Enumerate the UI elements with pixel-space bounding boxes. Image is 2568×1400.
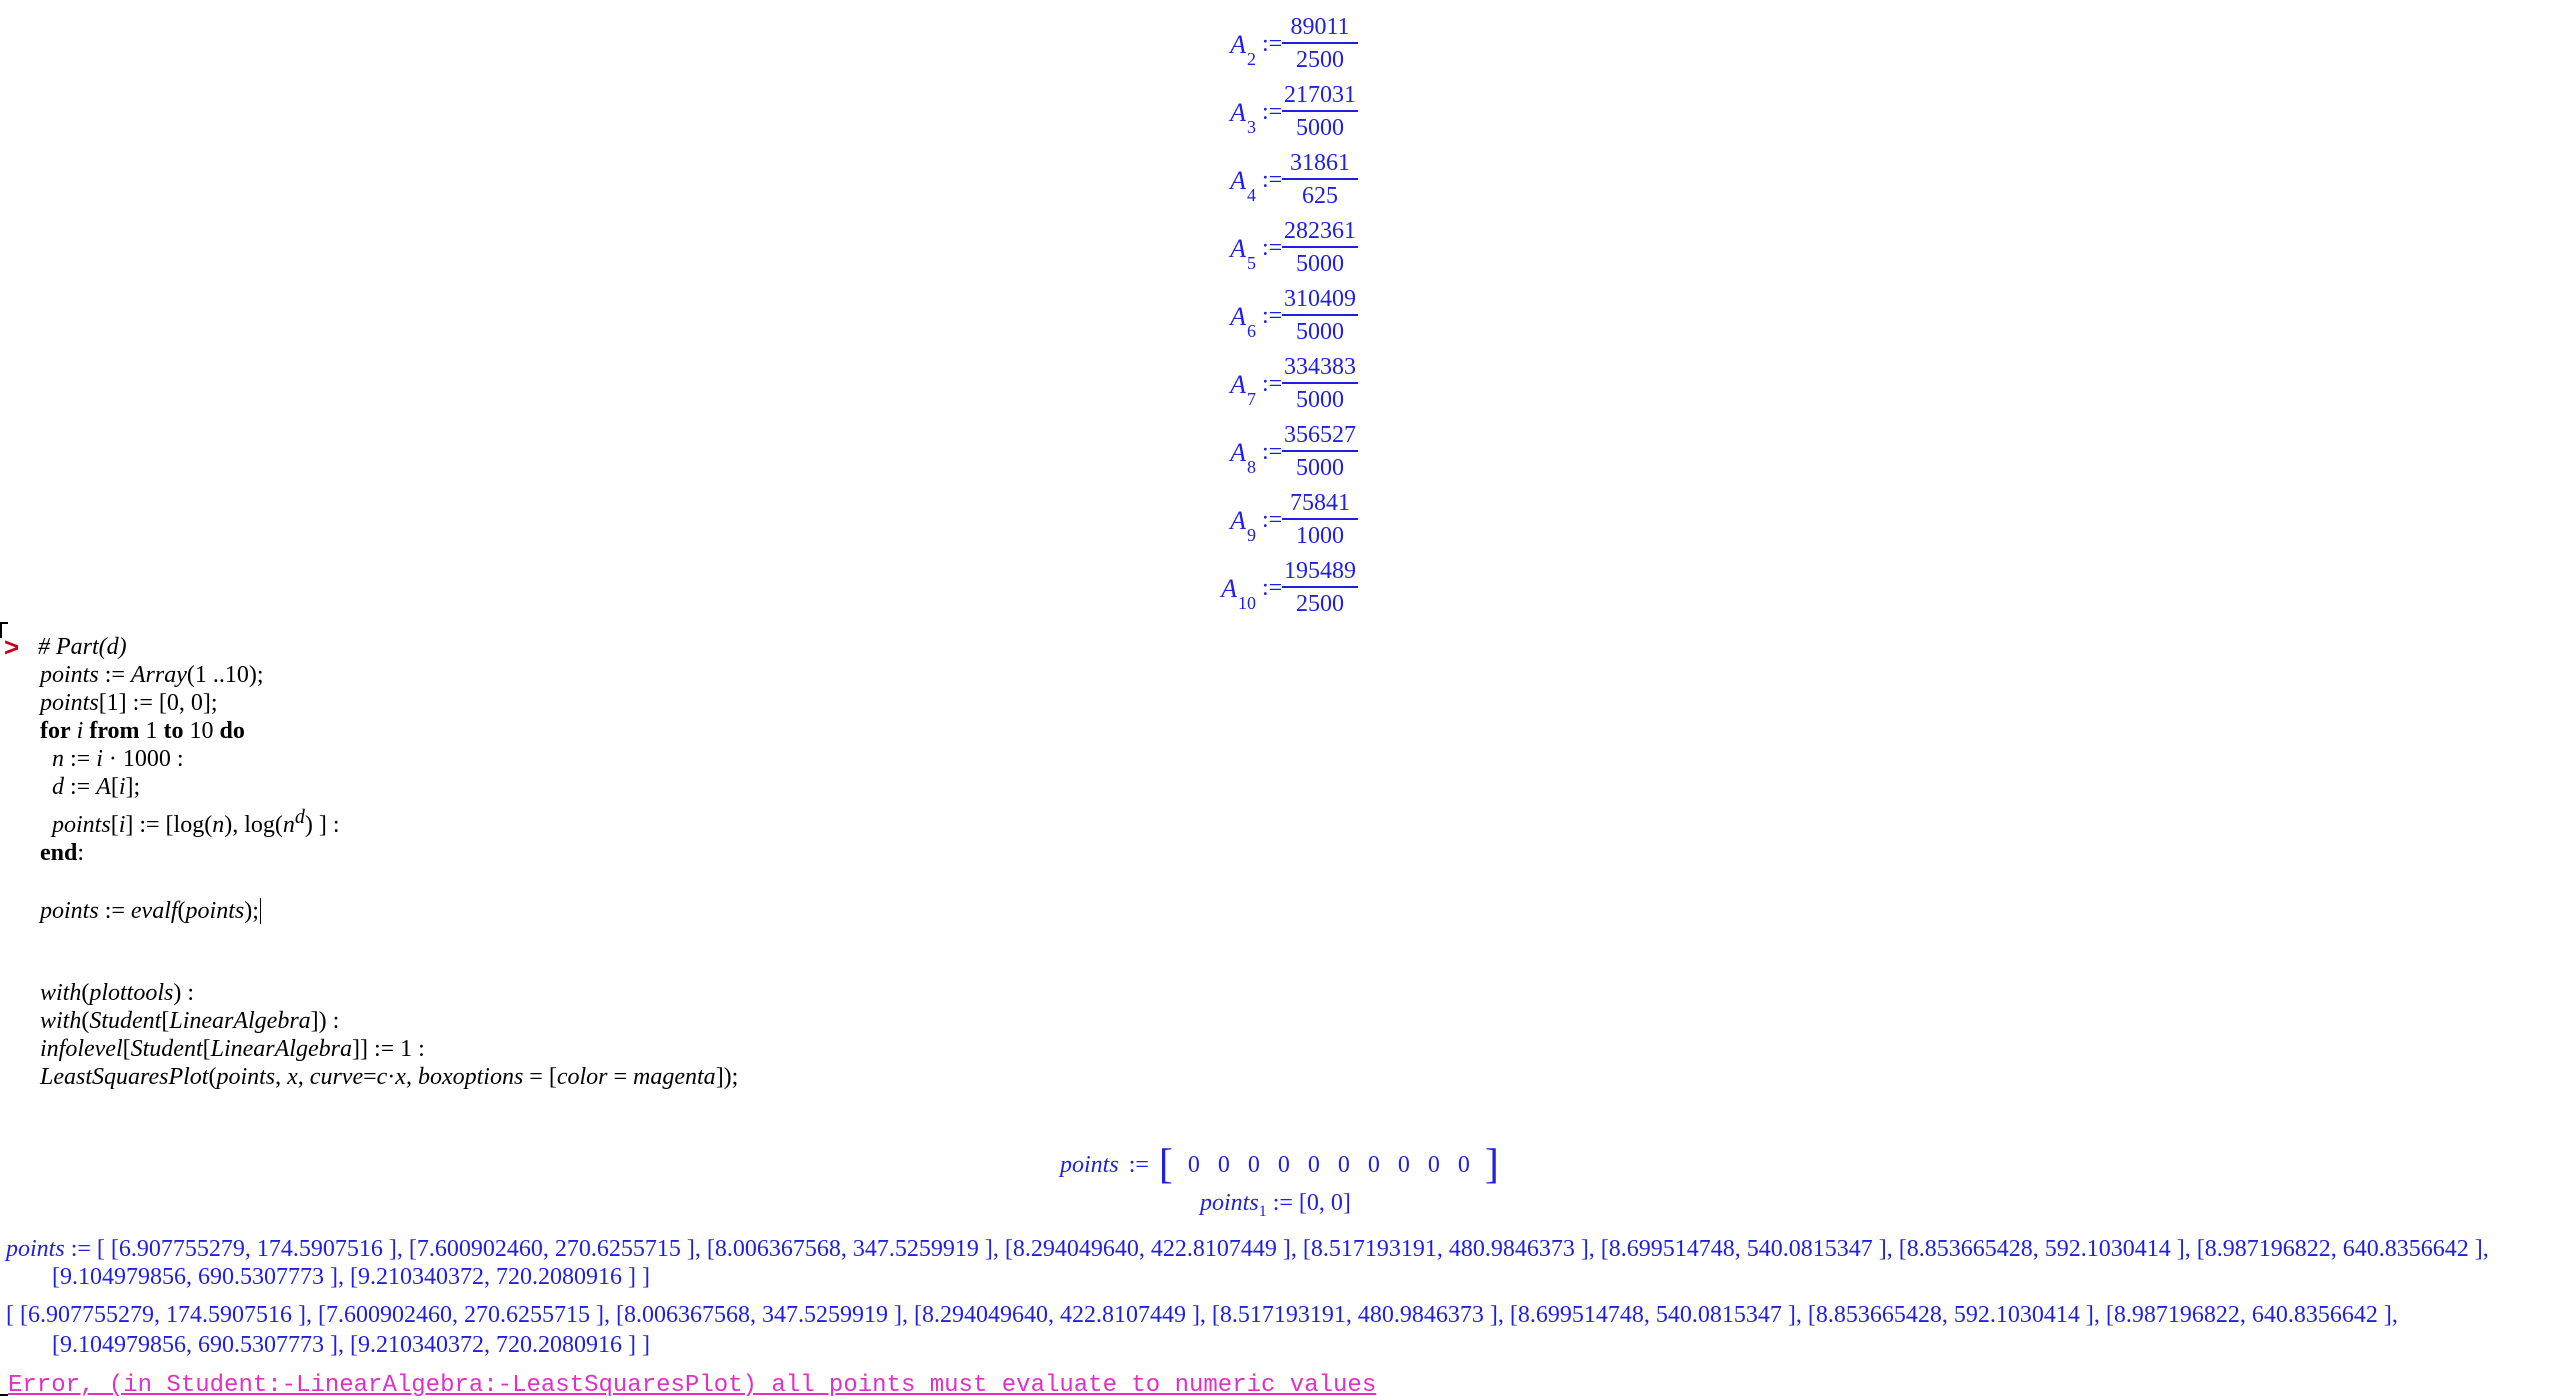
code-comment[interactable]: # Part(d) xyxy=(38,634,127,660)
fraction-numerator: 334383 xyxy=(1284,354,1356,380)
error-group-marker xyxy=(0,1394,8,1396)
output-lhs: $A_8$ xyxy=(1230,438,1256,478)
fraction-denominator: 5000 xyxy=(1296,319,1344,345)
fraction-numerator: 31861 xyxy=(1290,150,1350,176)
code-line-leastsquaresplot[interactable]: LeastSquaresPlot(points, x, curve=c·x, boxoptions = [color = magenta]); xyxy=(40,1064,739,1090)
right-bracket: ] xyxy=(1484,1142,1499,1188)
row-vector-cells xyxy=(1179,1152,1479,1179)
fraction xyxy=(1280,352,1360,414)
row-vector-name: points xyxy=(1060,1151,1119,1178)
fraction-denominator: 5000 xyxy=(1296,251,1344,277)
fraction-numerator: 195489 xyxy=(1284,558,1356,584)
row-vector-cell: 0 xyxy=(1217,1151,1230,1178)
fraction-numerator: 282361 xyxy=(1284,218,1356,244)
input-prompt[interactable]: > xyxy=(4,632,20,662)
fraction-output-row xyxy=(0,284,2568,352)
row-vector-cell: 0 xyxy=(1307,1151,1320,1178)
output-lhs: $A_2$ xyxy=(1230,30,1256,70)
row-vector-cell: 0 xyxy=(1277,1151,1290,1178)
output-lhs: $A_3$ xyxy=(1230,98,1256,138)
points-evalf-output-line1: points := [ [6.907755279, 174.5907516 ], [7.600902460, 270.6255715 ], [8.006367568, 347.5259919 ], [8.294049640, 422.8107449 ], [8.517193191, 480.9846373 ], [8.699514748, 540.0815347 ], [8.853665428, 592.1030414 ], [8.987196822, 640.8356642 ], xyxy=(6,1236,2489,1262)
fraction xyxy=(1280,284,1360,346)
assign-operator: := xyxy=(1262,167,1283,193)
error-message: Error, (in Student:-LinearAlgebra:-LeastSquaresPlot) all points must evaluate to numeric values xyxy=(8,1372,1377,1399)
fraction-output-row xyxy=(0,12,2568,80)
fraction-numerator: 356527 xyxy=(1284,422,1356,448)
fraction-numerator: 217031 xyxy=(1284,82,1356,108)
fraction xyxy=(1280,216,1360,278)
row-vector-cell: 0 xyxy=(1427,1151,1440,1178)
row-vector-cell: 0 xyxy=(1397,1151,1410,1178)
output-lhs: $A_5$ xyxy=(1230,234,1256,274)
fraction xyxy=(1280,148,1360,210)
fraction-denominator: 625 xyxy=(1302,183,1338,209)
assign-operator: := xyxy=(1262,235,1283,261)
assign-operator: := xyxy=(1262,575,1283,601)
row-vector-cell: 0 xyxy=(1337,1151,1350,1178)
fraction-numerator: 310409 xyxy=(1284,286,1356,312)
fraction-denominator: 5000 xyxy=(1296,387,1344,413)
fraction-output-row xyxy=(0,148,2568,216)
points1-output: points$_1$ := [0, 0] xyxy=(1200,1190,1351,1220)
code-line-points-i[interactable]: points[i] := [log(n), $\log(n^d)$ ] : xyxy=(52,806,340,838)
fraction-output-row xyxy=(0,556,2568,624)
code-line-d[interactable]: d := A[i]; xyxy=(52,774,141,800)
fraction-output-row xyxy=(0,488,2568,556)
row-vector-cell: 0 xyxy=(1247,1151,1260,1178)
assign-operator: := xyxy=(1262,439,1283,465)
fraction-numerator: 89011 xyxy=(1290,14,1350,40)
left-bracket: [ xyxy=(1158,1142,1173,1188)
code-line-infolevel[interactable]: infolevel[Student[LinearAlgebra]] := 1 : xyxy=(40,1036,425,1062)
fraction-output-row xyxy=(0,216,2568,284)
code-line-with-student[interactable]: with(Student[LinearAlgebra]) : xyxy=(40,1008,340,1034)
code-line-n[interactable]: n := i · 1000 : xyxy=(52,746,184,772)
assign-operator: := xyxy=(1262,31,1283,57)
fraction xyxy=(1280,488,1360,550)
fraction xyxy=(1280,420,1360,482)
fraction xyxy=(1280,12,1360,74)
fraction-denominator: 1000 xyxy=(1296,523,1344,549)
output-lhs: $A_9$ xyxy=(1230,506,1256,546)
points-evalf-output-line2: [9.104979856, 690.5307773 ], [9.210340372, 720.2080916 ] ] xyxy=(52,1264,650,1290)
output-lhs: $A_7$ xyxy=(1230,370,1256,410)
code-line-for[interactable]: for i from 1 to 10 do xyxy=(40,718,245,744)
output-lhs: $A_{10}$ xyxy=(1221,574,1256,614)
fraction-output-row xyxy=(0,80,2568,148)
code-line-array[interactable]: points := Array(1 ..10); xyxy=(40,662,264,688)
assign-operator: := xyxy=(1128,1151,1149,1178)
assign-operator: := xyxy=(1262,303,1283,329)
fraction-denominator: 5000 xyxy=(1296,455,1344,481)
assign-operator: := xyxy=(1262,99,1283,125)
points-echo-output-line2: [9.104979856, 690.5307773 ], [9.210340372, 720.2080916 ] ] xyxy=(52,1332,650,1358)
points-echo-output-line1: [ [6.907755279, 174.5907516 ], [7.600902460, 270.6255715 ], [8.006367568, 347.5259919 ], [8.294049640, 422.8107449 ], [8.517193191, 480.9846373 ], [8.699514748, 540.0815347 ], [8.853665428, 592.1030414 ], [8.987196822, 640.8356642 ], xyxy=(6,1302,2398,1328)
code-line-end[interactable]: end: xyxy=(40,840,85,866)
fraction-output-row xyxy=(0,420,2568,488)
row-vector-cell: 0 xyxy=(1367,1151,1380,1178)
fraction-output-row xyxy=(0,352,2568,420)
output-lhs: $A_6$ xyxy=(1230,302,1256,342)
fraction-denominator: 2500 xyxy=(1296,47,1344,73)
code-line-with-plottools[interactable]: with(plottools) : xyxy=(40,980,195,1006)
fraction-denominator: 2500 xyxy=(1296,591,1344,617)
assign-operator: := xyxy=(1262,371,1283,397)
assign-operator: := xyxy=(1262,507,1283,533)
code-line-evalf[interactable]: points := evalf(points); xyxy=(40,898,259,924)
fraction-numerator: 75841 xyxy=(1290,490,1350,516)
fraction-denominator: 5000 xyxy=(1296,115,1344,141)
points-row-vector-output xyxy=(1060,1140,1499,1190)
row-vector-cell: 0 xyxy=(1187,1151,1200,1178)
row-vector-cell: 0 xyxy=(1457,1151,1470,1178)
fraction xyxy=(1280,556,1360,618)
fraction xyxy=(1280,80,1360,142)
code-line-points1[interactable]: points[1] := [0, 0]; xyxy=(40,690,218,716)
output-lhs: $A_4$ xyxy=(1230,166,1256,206)
